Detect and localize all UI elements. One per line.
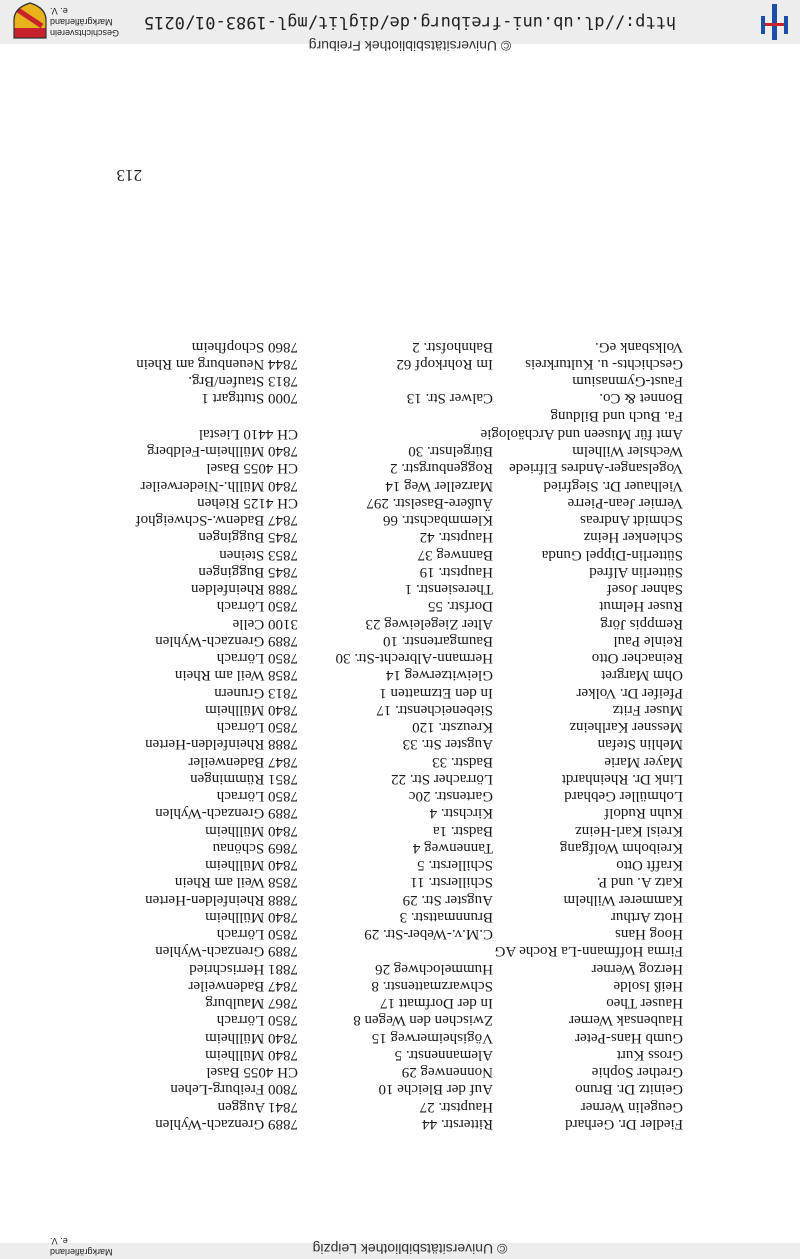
entry-city: 7847 Badenweiler [188,753,298,770]
entry-name: Vielhauer Dr. Siegfried [543,477,683,494]
entry-city: 7847 Badenw.-Schweighof [135,512,298,529]
list-item [63,407,683,424]
entry-name: Faust-Gymnasium [572,373,683,390]
entry-street: Hummelochweg 26 [375,960,493,977]
institutions-group [63,338,683,424]
entry-street: Gleiwitzerweg 14 [385,667,493,684]
list-item [63,477,683,494]
entry-city: 7840 Müllheim [205,857,298,874]
entry-city: 7867 Maulburg [205,995,298,1012]
entry-city: 7850 Lörrach [216,1012,298,1029]
list-item [63,1115,683,1132]
entry-city: 7840 Müllheim [205,1047,298,1063]
entry-street: Siebeneichenstr. 17 [376,702,493,718]
entry-street: Tannenweg 4 [412,840,493,856]
list-item [63,1098,683,1115]
entry-name: Link Dr. Rheinhardt [561,771,683,787]
footer-society-name: Markgräflerland e. V. [50,1236,113,1257]
list-item [63,372,683,389]
entry-street: Schillerstr. 11 [410,874,493,891]
entry-city: CH 4055 Basel [206,460,298,477]
entry-city: 7840 Müllheim [205,702,298,718]
society-name-line2: Markgräflerland e. V. [50,6,113,27]
list-item [63,1080,683,1097]
list-item [63,787,683,804]
entry-street: Bürgelnstr. 30 [408,443,493,460]
list-item [63,891,683,908]
entry-name: Reinle Paul [613,633,683,649]
entry-name: Amt für Museen und Archäologie [480,426,683,442]
members-group [63,425,683,1132]
entry-name: Geinitz Dr. Bruno [575,1081,683,1098]
list-item [63,425,683,442]
entry-city: 7847 Badenweiler [188,978,298,994]
entry-city: 7858 Weil am Rhein [174,874,298,891]
member-listing [63,338,683,1133]
entry-street: C.M.v.-Weber-Str. 29 [364,926,493,943]
entry-city: 7850 Lörrach [216,650,298,667]
entry-city: 7888 Rheinfelden-Herten [145,891,298,908]
entry-city: 7869 Schönau [212,840,298,856]
entry-street: Nonnenweg 29 [401,1064,493,1081]
entry-city: 7888 Rheinfelden [190,581,298,598]
entry-street: Vögisheimerweg 15 [371,1029,493,1046]
entry-name: Hauser Theo [606,995,683,1012]
entry-street: Augster Str. 33 [402,736,493,753]
entry-name: Kreibohm Wolfgang [559,840,683,856]
list-item [63,528,683,545]
entry-name: Messner Karlheinz [569,719,683,736]
list-item [63,459,683,476]
entry-city: CH 4125 Riehen [197,495,298,511]
entry-street: Kirchstr. 4 [429,805,493,822]
entry-street: Hauptstr. 19 [419,564,493,580]
document-url[interactable]: http://dl.ub.uni-freiburg.de/diglit/mgl-1983-01/0215 [143,12,677,32]
viewer-footer-bar [0,1236,800,1259]
entry-city: 7840 Müllh.-Niederweiler [140,477,298,494]
entry-street: Augster Str. 29 [402,891,493,908]
list-item [63,942,683,959]
list-item [63,856,683,873]
list-item [63,1029,683,1046]
list-item [63,355,683,372]
entry-name: Ohm Margret [601,667,683,684]
entry-city: 7853 Steinen [219,546,298,563]
entry-name: Gross Kurt [616,1047,683,1063]
entry-city: 7813 Grunern [214,684,298,701]
entry-city: 7860 Schopfheim [191,338,298,355]
list-item [63,960,683,977]
entry-city: CH 4410 Liestal [198,426,298,442]
list-item [63,873,683,890]
entry-name: Gumb Hans-Peter [575,1029,683,1046]
entry-name: Remppis Jörg [600,615,683,632]
entry-street: Dorfstr. 55 [428,598,493,615]
viewer-footer-content [0,1236,800,1259]
entry-name: Pfeifer Dr. Volker [576,684,683,701]
entry-name: Sütterlin-Dippel Gunda [541,546,683,563]
entry-name: Katz A. und P. [596,874,683,891]
entry-city: 7000 Stuttgart 1 [201,390,298,407]
entry-street: Hermann-Albrecht-Str. 30 [335,650,493,667]
entry-name: Hoog Hans [615,926,683,943]
copyright-text: © Universitätsbibliothek Freiburg [308,38,512,54]
list-item [63,684,683,701]
entry-name: Herzog Werner [591,960,683,977]
entry-name: Haubensak Werner [569,1012,683,1029]
entry-name: Lohmüller Gebhard [564,788,683,805]
entry-street: Kreuzstr. 120 [412,719,493,736]
entry-name: Reinacher Otto [591,650,683,667]
entry-street: Auf der Bleiche 10 [378,1081,493,1098]
entry-street: Baumgartenstr. 10 [383,633,493,649]
entry-city: 7858 Weil am Rhein [174,667,298,684]
entry-city: 7889 Grenzach-Wyhlen [155,805,298,822]
list-item [63,804,683,821]
entry-city: 7889 Grenzach-Wyhlen [155,1116,298,1132]
entry-name: Geschichts- u. Kulturkreis [525,356,683,372]
entry-city: 7850 Lörrach [216,926,298,943]
list-item [63,615,683,632]
entry-name: Schlenker Heinz [583,529,683,546]
entry-name: Wechsler Wilhelm [572,443,683,460]
entry-city: 7844 Neuenburg am Rhein [136,356,298,372]
entry-city: 7851 Rümmingen [190,771,298,787]
entry-name: Vogelsanger-Andres Elfriede [509,460,683,477]
entry-street: Hauptstr. 27 [419,1098,493,1115]
entry-street: Bahnhofstr. 2 [412,338,493,355]
list-item [63,632,683,649]
list-item [63,839,683,856]
entry-street: Hauptstr. 42 [419,529,493,546]
entry-name: Grether Sophie [591,1064,683,1081]
entry-name: Firma Hoffmann-La Roche AG [494,943,683,960]
list-item [63,442,683,459]
entry-city: 7889 Grenzach-Wyhlen [155,943,298,960]
entry-name: Volksbank eG. [594,338,683,355]
entry-city: 7850 Lörrach [216,788,298,805]
entry-city: 7845 Buggingen [198,564,298,580]
entry-street: Lörracher Str. 22 [390,771,493,787]
entry-street: Ritterstr. 44 [422,1116,493,1132]
entry-name: Sütterlin Alfred [589,564,683,580]
entry-name: Sahner Josef [606,581,683,598]
entry-name: Mehlin Stefan [597,736,683,753]
entry-city: 7850 Lörrach [216,598,298,615]
entry-street: Alter Ziegeleiweg 23 [365,615,493,632]
entry-city: 7888 Rheinfelden-Herten [145,736,298,753]
list-item [63,1063,683,1080]
list-item [63,546,683,563]
list-item [63,389,683,406]
list-item [63,908,683,925]
entry-city: 3100 Celle [232,615,298,632]
list-item [63,994,683,1011]
entry-street: Gartenstr. 20c [408,788,493,805]
list-item [63,511,683,528]
list-item [63,666,683,683]
entry-street: Badstr. 1a [433,822,493,839]
entry-name: Ruser Helmut [599,598,683,615]
footer-copyright-text: © Universitätsbibliothek Leipzig [312,1241,508,1257]
list-item [63,494,683,511]
entry-name: Muser Fritz [612,702,683,718]
entry-street: In der Dorfmatt 17 [380,995,493,1012]
entry-name: Hotz Arthur [610,909,683,925]
entry-street: Äußere-Baselstr. 297 [366,495,493,511]
entry-city: 7889 Grenzach-Wyhlen [155,633,298,649]
entry-city: 7800 Freiburg-Lehen [170,1081,298,1098]
society-name-line1: Geschichtsverein [50,28,120,38]
list-item [63,338,683,355]
entry-city: CH 4055 Basel [206,1064,298,1081]
entry-name: Fiedler Dr. Gerhard [565,1116,683,1132]
entry-street: Zwischen den Wegen 8 [353,1012,493,1029]
list-item [63,822,683,839]
entry-street: Im Rohrkopf 62 [396,356,493,372]
entry-street: Roggenburgstr. 2 [389,460,493,477]
entry-name: Kuhn Rudolf [604,805,683,822]
entry-street: Calwer Str. 13 [406,390,493,407]
entry-name: Bonnet & Co. [599,390,683,407]
list-item [63,718,683,735]
entry-name: Geugelin Werner [580,1098,683,1115]
entry-street: Klemmbachstr. 66 [383,512,493,529]
list-item [63,753,683,770]
list-item [63,649,683,666]
list-item [63,597,683,614]
entry-name: Vernier Jean-Pierre [567,495,683,511]
entry-city: 7841 Auggen [217,1098,298,1115]
list-item [63,925,683,942]
entry-street: In den Etzmatten 1 [379,684,493,701]
entry-street: Marzeller Weg 14 [385,477,493,494]
entry-city: 7840 Müllheim-Feldberg [147,443,298,460]
entry-city: 7881 Herrischried [189,960,298,977]
entry-city: 7840 Müllheim [205,909,298,925]
entry-street: Bannweg 37 [417,546,493,563]
entry-street: Alemannenstr. 5 [394,1047,493,1063]
list-item [63,580,683,597]
entry-street: Schwarzmattenstr. 8 [371,978,493,994]
entry-city: 7813 Staufen/Brg. [188,373,298,390]
entry-street: Theresienstr. 1 [404,581,493,598]
list-item [63,977,683,994]
entry-street: Badstr. 33 [432,753,493,770]
entry-name: Heiß Isolde [613,978,683,994]
list-item [63,563,683,580]
entry-name: Schmidt Andreas [580,512,683,529]
entry-name: Krafft Otto [616,857,683,874]
entry-city: 7850 Lörrach [216,719,298,736]
entry-city: 7840 Müllheim [205,1029,298,1046]
entry-city: 7845 Buggingen [198,529,298,546]
list-item [63,701,683,718]
list-item [63,1046,683,1063]
list-item [63,1011,683,1028]
entry-name: Mayer Marie [604,753,683,770]
page-number: 213 [116,166,142,185]
entry-name: Kammerer Wilhelm [563,891,683,908]
entry-name: Fa. Buch und Bildung [550,407,683,424]
entry-name: Kreisl Karl-Heinz [575,822,683,839]
list-item [63,770,683,787]
entry-city: 7840 Müllheim [205,822,298,839]
list-item [63,735,683,752]
entry-street: Brunnmattstr. 3 [399,909,493,925]
entry-street: Schillerstr. 5 [417,857,493,874]
